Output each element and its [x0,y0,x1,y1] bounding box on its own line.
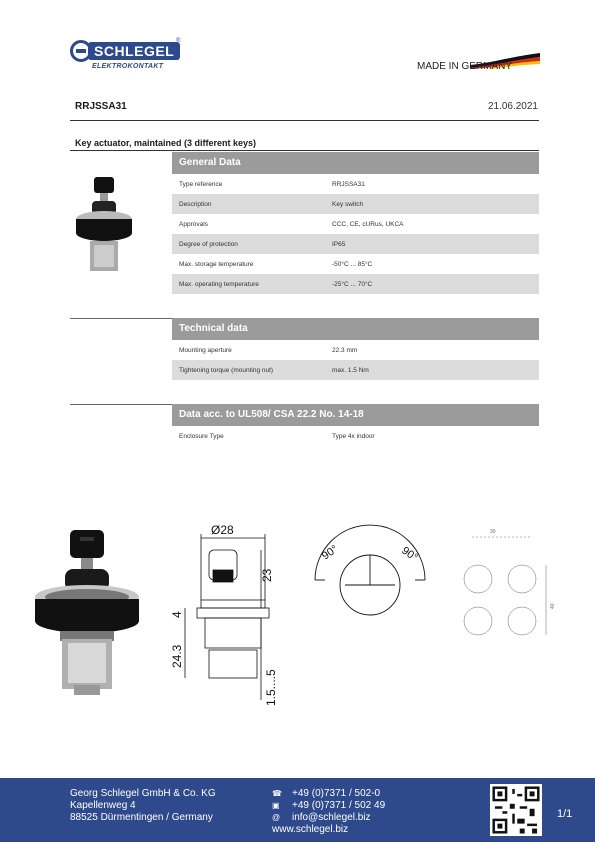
dim-30: 30 [490,529,496,535]
table-row [172,360,539,380]
row-label: Enclosure Type [179,432,224,440]
schlegel-logo [70,38,180,72]
row-label: Tightening torque (mounting nut) [179,366,274,374]
header-divider [70,120,539,121]
table-row [172,340,539,360]
row-value: Type 4x indoor [332,432,375,440]
row-label: Type reference [179,180,223,188]
company-street: Kapellenweg 4 [70,800,136,811]
dim-24-3: 24.3 [170,644,184,668]
table-row [172,174,539,194]
dim-40: 40 [550,603,556,609]
product-subtitle: Key actuator, maintained (3 different keys) [75,138,257,148]
qr-code[interactable] [490,784,542,836]
company-address [70,788,216,824]
table-row [172,194,539,214]
company-name: Georg Schlegel GmbH & Co. KG [70,788,216,799]
row-label: Max. storage temperature [179,260,254,268]
general-data-section [172,152,539,294]
fax-icon: ▣ [272,801,280,810]
row-value: 22.3 mm [332,346,358,354]
dim-diameter: Ø28 [211,523,234,537]
email-icon: @ [272,813,281,822]
angle-right: 90° [399,544,420,565]
ul-data-section [172,404,539,446]
ul-data-header: Data acc. to UL508/ CSA 22.2 No. 14-18 [172,404,539,426]
row-value: IP65 [332,240,346,248]
section-divider [70,318,172,319]
product-photo-small [74,175,134,285]
contact-block [272,788,385,836]
general-data-header: General Data [172,152,539,174]
angle-left: 90° [319,543,341,563]
page-number: 1/1 [557,808,573,820]
table-row [172,234,539,254]
table-row [172,426,539,446]
product-photo-large [30,525,145,700]
technical-data-header: Technical data [172,318,539,340]
row-label: Description [179,200,212,208]
email-link[interactable]: info@schlegel.biz [292,812,371,823]
row-label: Approvals [179,220,208,228]
dim-1-5-5: 1.5....5 [264,669,278,706]
row-value: Key switch [332,200,364,208]
panel-cutout-drawing [450,525,560,660]
switching-angle-drawing [305,530,435,630]
row-label: Degree of protection [179,240,238,248]
logo-registered-mark: ® [176,38,181,44]
phone-number[interactable]: +49 (0)7371 / 502-0 [292,788,381,799]
row-value: -50°C ... 85°C [332,260,373,268]
row-value: -25°C ... 70°C [332,280,373,288]
technical-data-section [172,318,539,380]
dim-23: 23 [260,568,274,582]
logo-subtitle: ELEKTROKONTAKT [92,63,164,70]
table-row [172,274,539,294]
table-row [172,254,539,274]
row-value: RRJSSA31 [332,180,365,188]
section-divider [70,404,172,405]
made-in-germany: MADE IN GERMANY [417,61,513,72]
table-row [172,214,539,234]
subtitle-divider [70,150,539,151]
document-id: RRJSSA31 [75,101,127,112]
side-view-drawing [170,520,290,710]
row-label: Mounting aperture [179,346,232,354]
row-value: max. 1.5 Nm [332,366,369,374]
dim-4: 4 [170,611,184,618]
website-link[interactable]: www.schlegel.biz [272,824,349,835]
company-city: 88525 Dürmentingen / Germany [70,812,213,823]
footer [0,778,595,842]
phone-icon: ☎ [272,789,282,798]
document-date: 21.06.2021 [487,101,538,112]
row-value: CCC, CE, cURus, UKCA [332,220,404,228]
fax-number[interactable]: +49 (0)7371 / 502 49 [292,800,386,811]
logo-wordmark: SCHLEGEL [88,42,180,60]
row-label: Max. operating temperature [179,280,259,288]
